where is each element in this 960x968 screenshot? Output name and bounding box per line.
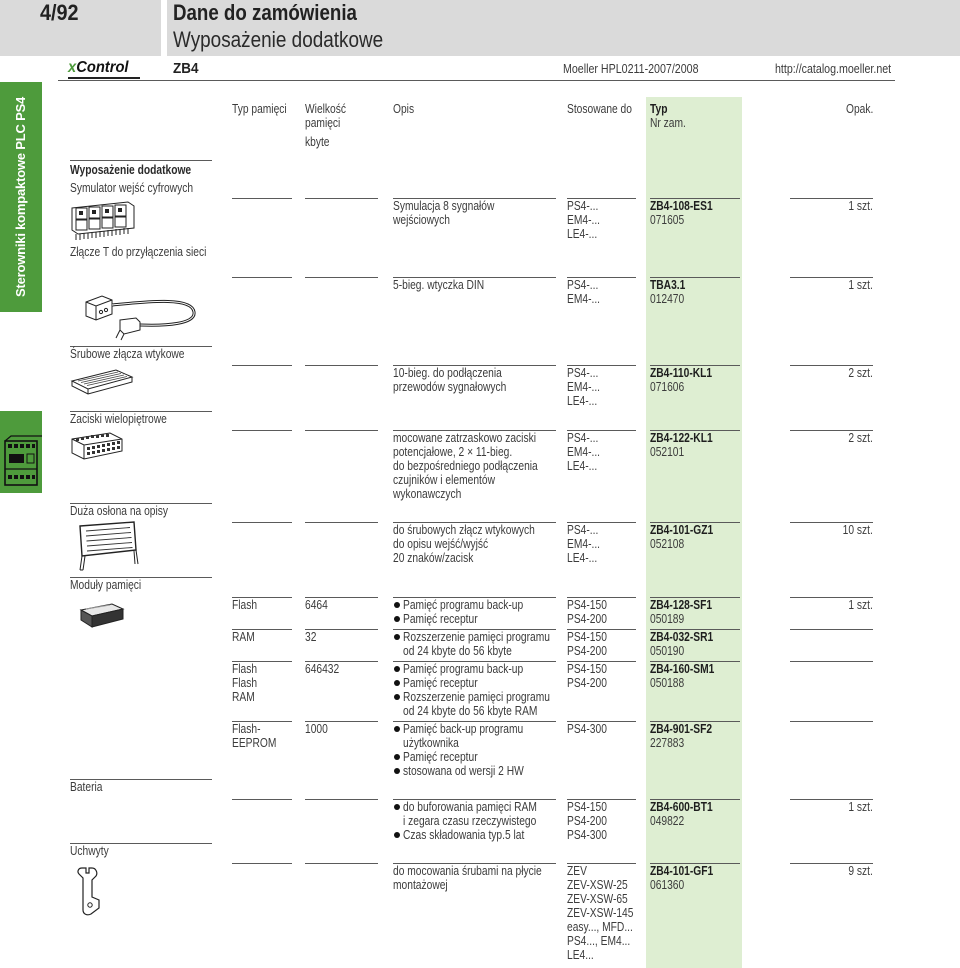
bullet-icon bbox=[394, 832, 400, 838]
page-subtitle: Wyposażenie dodatkowe bbox=[173, 27, 384, 52]
memory-module-image bbox=[78, 600, 126, 632]
page-number-band bbox=[0, 0, 161, 56]
used-for-cell: EM4-... bbox=[567, 445, 601, 459]
order-number: 071605 bbox=[650, 213, 685, 227]
logo-name: Control bbox=[76, 59, 129, 76]
category-label: Uchwyty bbox=[70, 844, 109, 858]
memory-type-cell: Flash- bbox=[232, 722, 261, 736]
header-description: Opis bbox=[393, 102, 415, 116]
description-line: Czas składowania typ.5 lat bbox=[403, 828, 525, 842]
row-divider bbox=[232, 799, 292, 800]
bullet-icon bbox=[394, 754, 400, 760]
row-divider bbox=[232, 198, 292, 199]
header-memory-unit: kbyte bbox=[305, 135, 330, 149]
row-divider bbox=[305, 365, 378, 366]
row-divider bbox=[790, 721, 873, 722]
description-line: od 24 kbyte do 56 kbyte bbox=[403, 644, 512, 658]
type-code: ZB4-600-BT1 bbox=[650, 800, 713, 814]
bullet-icon bbox=[394, 768, 400, 774]
order-number: 050190 bbox=[650, 644, 685, 658]
used-for-cell: PS4-... bbox=[567, 278, 599, 292]
type-code: ZB4-101-GF1 bbox=[650, 864, 714, 878]
bullet-icon bbox=[394, 666, 400, 672]
header-used-for: Stosowane do bbox=[567, 102, 632, 116]
description-line: 5-bieg. wtyczka DIN bbox=[393, 278, 485, 292]
pack-quantity: 1 szt. bbox=[848, 598, 873, 612]
description-line: Pamięć receptur bbox=[403, 750, 478, 764]
row-divider bbox=[790, 661, 873, 662]
multi-level-terminal-image bbox=[70, 431, 124, 461]
row-divider bbox=[232, 365, 292, 366]
category-label: Duża osłona na opisy bbox=[70, 504, 169, 518]
pack-quantity: 1 szt. bbox=[848, 199, 873, 213]
type-code: ZB4-032-SR1 bbox=[650, 630, 714, 644]
used-for-cell: PS4-150 bbox=[567, 598, 607, 612]
description-line: do opisu wejść/wyjść bbox=[393, 537, 489, 551]
catalog-url: http://catalog.moeller.net bbox=[775, 61, 892, 76]
used-for-cell: PS4-... bbox=[567, 523, 599, 537]
type-code: ZB4-160-SM1 bbox=[650, 662, 715, 676]
description-line: Rozszerzenie pamięci programu bbox=[403, 630, 550, 644]
used-for-cell: LE4-... bbox=[567, 459, 598, 473]
description-line: Symulacja 8 sygnałów bbox=[393, 199, 495, 213]
type-code: ZB4-128-SF1 bbox=[650, 598, 713, 612]
used-for-cell: ZEV bbox=[567, 864, 587, 878]
used-for-cell: LE4-... bbox=[567, 394, 598, 408]
category-label: Wyposażenie dodatkowe bbox=[70, 163, 192, 177]
description-line: Pamięć programu back-up bbox=[403, 598, 524, 612]
used-for-cell: PS4-150 bbox=[567, 800, 607, 814]
memory-type-cell: Flash bbox=[232, 598, 258, 612]
bullet-icon bbox=[394, 804, 400, 810]
used-for-cell: PS4-... bbox=[567, 431, 599, 445]
order-number: 050189 bbox=[650, 612, 685, 626]
type-code: ZB4-122-KL1 bbox=[650, 431, 713, 445]
used-for-cell: LE4... bbox=[567, 948, 594, 962]
category-label: Symulator wejść cyfrowych bbox=[70, 181, 194, 195]
row-divider bbox=[790, 629, 873, 630]
description-line: do bezpośredniego podłączenia bbox=[393, 459, 538, 473]
memory-type-cell: RAM bbox=[232, 690, 255, 704]
description-line: Pamięć receptur bbox=[403, 612, 478, 626]
description-line: 20 znaków/zacisk bbox=[393, 551, 474, 565]
page-title: Dane do zamówienia bbox=[173, 0, 357, 25]
pack-quantity: 9 szt. bbox=[848, 864, 873, 878]
category-label: Śrubowe złącza wtykowe bbox=[70, 347, 185, 361]
description-line: przewodów sygnałowych bbox=[393, 380, 507, 394]
category-label: Zaciski wielopiętrowe bbox=[70, 412, 167, 426]
used-for-cell: PS4-200 bbox=[567, 814, 607, 828]
memory-size-cell: 1000 bbox=[305, 722, 328, 736]
description-line: stosowana od wersji 2 HW bbox=[403, 764, 524, 778]
pack-quantity: 1 szt. bbox=[848, 278, 873, 292]
used-for-cell: LE4-... bbox=[567, 551, 598, 565]
used-for-cell: PS4-200 bbox=[567, 644, 607, 658]
row-divider bbox=[305, 277, 378, 278]
used-for-cell: PS4-... bbox=[567, 199, 599, 213]
header-divider bbox=[58, 80, 895, 81]
description-line: wykonawczych bbox=[393, 487, 462, 501]
used-for-cell: ZEV-XSW-65 bbox=[567, 892, 628, 906]
bullet-icon bbox=[394, 616, 400, 622]
type-code: ZB4-110-KL1 bbox=[650, 366, 713, 380]
used-for-cell: EM4-... bbox=[567, 380, 601, 394]
row-divider bbox=[305, 799, 378, 800]
section-title: Sterowniki kompaktowe PLC PS4 bbox=[13, 96, 28, 298]
order-number: 049822 bbox=[650, 814, 685, 828]
row-divider bbox=[305, 863, 378, 864]
used-for-cell: PS4-150 bbox=[567, 630, 607, 644]
header-order-no: Nr zam. bbox=[650, 116, 686, 130]
description-line: od 24 kbyte do 56 kbyte RAM bbox=[403, 704, 538, 718]
used-for-cell: EM4-... bbox=[567, 537, 601, 551]
description-line: do mocowania śrubami na płycie bbox=[393, 864, 542, 878]
used-for-cell: EM4-... bbox=[567, 292, 601, 306]
logo-underline bbox=[68, 77, 140, 79]
used-for-cell: easy..., MFD... bbox=[567, 920, 633, 934]
row-divider bbox=[232, 430, 292, 431]
plc-module-icon bbox=[0, 411, 42, 493]
used-for-cell: LE4-... bbox=[567, 227, 598, 241]
memory-type-cell: EEPROM bbox=[232, 736, 277, 750]
description-line: do śrubowych złącz wtykowych bbox=[393, 523, 535, 537]
input-simulator-image bbox=[68, 198, 138, 242]
bullet-icon bbox=[394, 726, 400, 732]
bullet-icon bbox=[394, 634, 400, 640]
row-divider bbox=[232, 863, 292, 864]
memory-size-cell: 646432 bbox=[305, 662, 340, 676]
memory-type-cell: Flash bbox=[232, 676, 258, 690]
used-for-cell: PS4-150 bbox=[567, 662, 607, 676]
used-for-cell: PS4-200 bbox=[567, 676, 607, 690]
header-memory-size-2: pamięci bbox=[305, 116, 341, 130]
memory-type-cell: Flash bbox=[232, 662, 258, 676]
category-label: Moduły pamięci bbox=[70, 578, 142, 592]
header-memory-size: Wielkość bbox=[305, 102, 347, 116]
description-line: Pamięć programu back-up bbox=[403, 662, 524, 676]
category-label: Złącze T do przyłączenia sieci bbox=[70, 245, 207, 259]
header-pack: Opak. bbox=[845, 102, 873, 116]
type-code: TBA3.1 bbox=[650, 278, 686, 292]
type-code: ZB4-101-GZ1 bbox=[650, 523, 714, 537]
description-line: do buforowania pamięci RAM bbox=[403, 800, 537, 814]
category-divider bbox=[70, 160, 212, 161]
product-group: ZB4 bbox=[173, 60, 199, 77]
used-for-cell: PS4-300 bbox=[567, 828, 607, 842]
row-divider bbox=[232, 277, 292, 278]
bullet-icon bbox=[394, 602, 400, 608]
used-for-cell: ZEV-XSW-145 bbox=[567, 906, 634, 920]
order-number: 061360 bbox=[650, 878, 685, 892]
used-for-cell: ZEV-XSW-25 bbox=[567, 878, 628, 892]
order-number: 071606 bbox=[650, 380, 685, 394]
category-label: Bateria bbox=[70, 780, 103, 794]
memory-size-cell: 32 bbox=[305, 630, 317, 644]
bullet-icon bbox=[394, 694, 400, 700]
description-line: czujników i elementów bbox=[393, 473, 495, 487]
label-cover-image bbox=[74, 520, 140, 572]
description-line: wejściowych bbox=[393, 213, 450, 227]
section-icon-box bbox=[0, 411, 42, 493]
used-for-cell: PS4-... bbox=[567, 366, 599, 380]
description-line: mocowane zatrzaskowo zaciski bbox=[393, 431, 536, 445]
logo-prefix: x bbox=[68, 59, 77, 76]
order-number: 052101 bbox=[650, 445, 685, 459]
t-connector-image bbox=[84, 292, 200, 342]
screw-terminal-image bbox=[70, 367, 134, 397]
row-divider bbox=[232, 522, 292, 523]
section-tab bbox=[0, 82, 42, 312]
header-type: Typ bbox=[650, 102, 668, 116]
description-line: Rozszerzenie pamięci programu bbox=[403, 690, 550, 704]
row-divider bbox=[305, 198, 378, 199]
description-line: montażowej bbox=[393, 878, 448, 892]
row-divider bbox=[305, 430, 378, 431]
page-number: 4/92 bbox=[40, 0, 79, 25]
order-number: 227883 bbox=[650, 736, 685, 750]
order-number: 052108 bbox=[650, 537, 685, 551]
description-line: potencjałowe, 2 × 11-bieg. bbox=[393, 445, 513, 459]
description-line: Pamięć receptur bbox=[403, 676, 478, 690]
pack-quantity: 2 szt. bbox=[848, 366, 873, 380]
order-number: 012470 bbox=[650, 292, 685, 306]
bullet-icon bbox=[394, 680, 400, 686]
header-memory-type: Typ pamięci bbox=[232, 102, 287, 116]
catalog-reference: Moeller HPL0211-2007/2008 bbox=[563, 61, 699, 76]
used-for-cell: EM4-... bbox=[567, 213, 601, 227]
used-for-cell: PS4-200 bbox=[567, 612, 607, 626]
used-for-cell: PS4..., EM4... bbox=[567, 934, 631, 948]
mounting-bracket-image bbox=[74, 864, 106, 918]
used-for-cell: PS4-300 bbox=[567, 722, 607, 736]
description-line: 10-bieg. do podłączenia bbox=[393, 366, 502, 380]
memory-type-cell: RAM bbox=[232, 630, 255, 644]
pack-quantity: 10 szt. bbox=[842, 523, 873, 537]
description-line: i zegara czasu rzeczywistego bbox=[403, 814, 537, 828]
row-divider bbox=[305, 522, 378, 523]
type-code: ZB4-108-ES1 bbox=[650, 199, 713, 213]
description-line: Pamięć back-up programu bbox=[403, 722, 524, 736]
xcontrol-logo bbox=[68, 59, 129, 77]
pack-quantity: 1 szt. bbox=[848, 800, 873, 814]
order-number: 050188 bbox=[650, 676, 685, 690]
memory-size-cell: 6464 bbox=[305, 598, 328, 612]
pack-quantity: 2 szt. bbox=[848, 431, 873, 445]
type-code: ZB4-901-SF2 bbox=[650, 722, 713, 736]
description-line: użytkownika bbox=[403, 736, 459, 750]
